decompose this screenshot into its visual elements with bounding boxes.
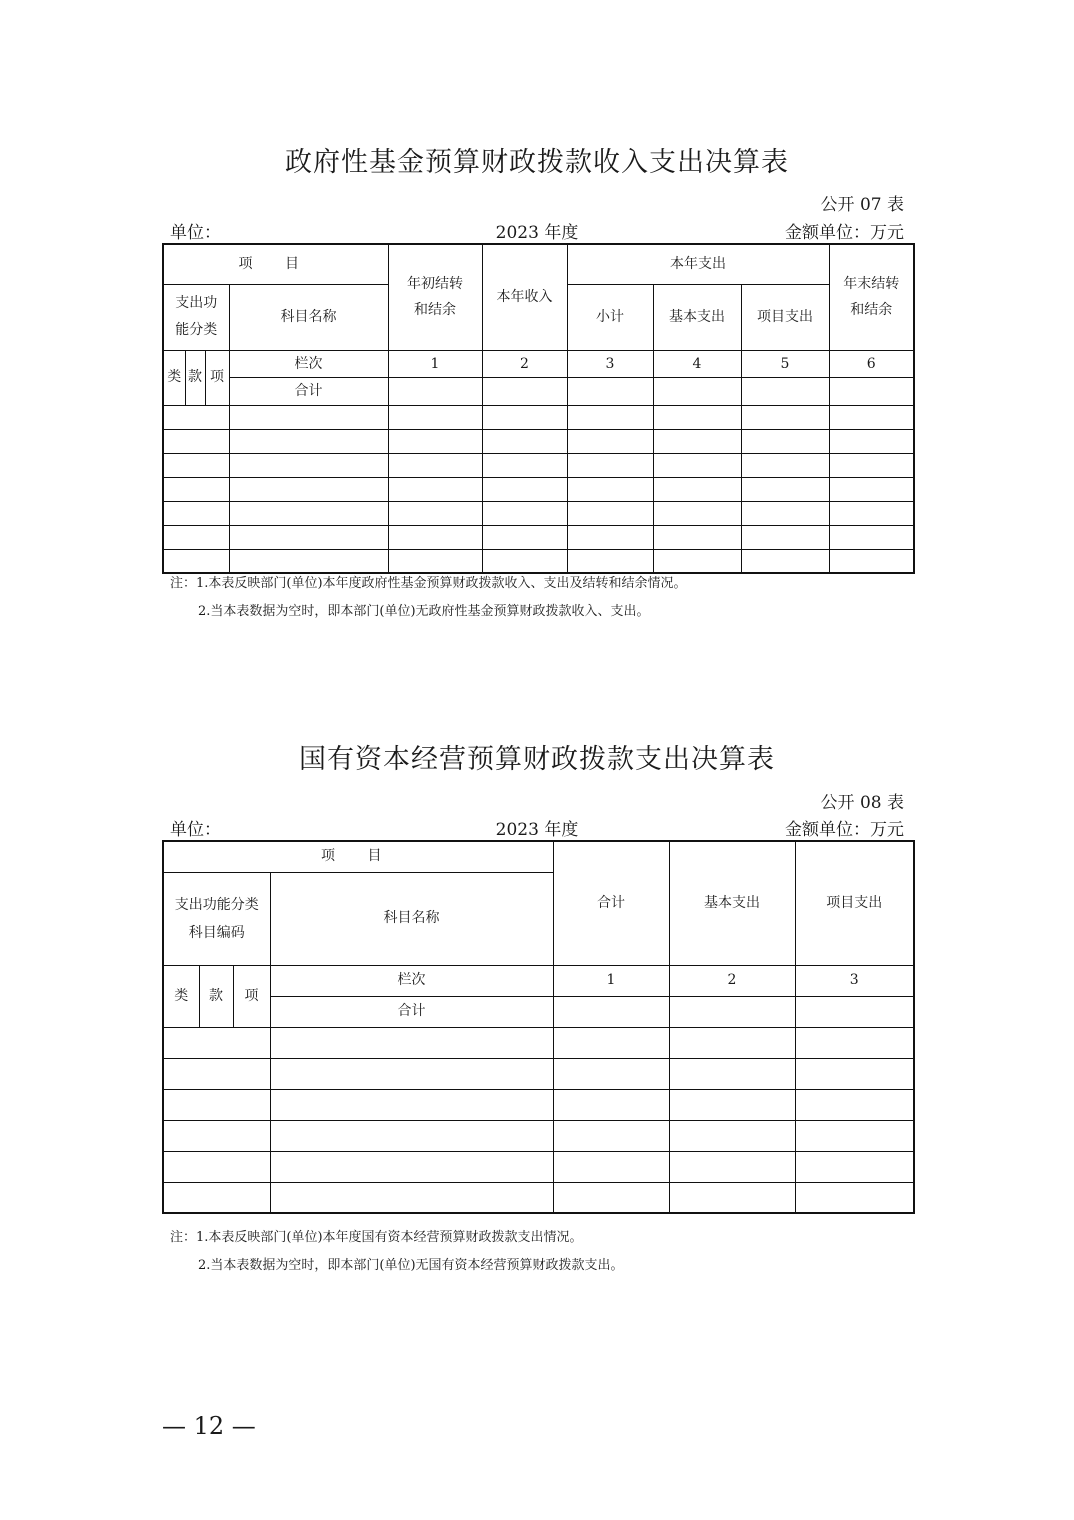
t1-cell	[482, 378, 567, 406]
table-row	[163, 429, 914, 453]
t1-cell	[829, 378, 914, 406]
t2-header-subject-name: 科目名称	[270, 872, 553, 965]
t1-lei: 类	[163, 350, 185, 405]
table2-unit-label: 单位：	[170, 820, 221, 840]
table-row	[163, 477, 914, 501]
table2-grid	[162, 840, 915, 1214]
t1-col-number: 4	[653, 350, 741, 378]
t1-total: 合计	[229, 378, 388, 406]
t1-cell	[653, 378, 741, 406]
t1-header-expense: 本年支出	[567, 244, 829, 284]
t1-header-closing: 年末结转和结余	[829, 244, 914, 350]
t1-col-number: 1	[388, 350, 482, 378]
t1-cell	[388, 378, 482, 406]
t1-header-subtotal: 小计	[567, 284, 653, 350]
t1-header-basic: 基本支出	[653, 284, 741, 350]
table1-code: 公开 07 表	[820, 195, 904, 215]
t1-header-subject-name: 科目名称	[229, 284, 388, 350]
table2-note-2: 2.当本表数据为空时，即本部门(单位)无国有资本经营预算财政拨款支出。	[198, 1258, 624, 1273]
table-row	[163, 1089, 914, 1120]
table2-note-1: 注：1.本表反映部门(单位)本年度国有资本经营预算财政拨款支出情况。	[170, 1230, 583, 1245]
page-number: — 12 —	[162, 1412, 256, 1440]
table1-note-2: 2.当本表数据为空时，即本部门(单位)无政府性基金预算财政拨款收入、支出。	[198, 604, 650, 619]
t2-lei: 类	[163, 965, 199, 1027]
table1-grid	[162, 243, 915, 574]
t2-header-item: 项 目	[163, 841, 553, 872]
table-row	[163, 525, 914, 549]
t2-col-number: 3	[795, 965, 914, 996]
table-row	[163, 501, 914, 525]
t1-cell	[741, 378, 829, 406]
t2-header-func-class: 支出功能分类科目编码	[163, 872, 270, 965]
t2-header-basic: 基本支出	[669, 841, 795, 965]
t2-lanci: 栏次	[270, 965, 553, 996]
t2-xiang: 项	[233, 965, 270, 1027]
t2-kuan: 款	[199, 965, 233, 1027]
t2-col-number: 1	[553, 965, 669, 996]
table2-amount-unit: 金额单位：万元	[785, 820, 904, 840]
t2-header-project: 项目支出	[795, 841, 914, 965]
table-row	[163, 1151, 914, 1182]
t1-cell	[567, 378, 653, 406]
table-row	[163, 1120, 914, 1151]
table1-note-1: 注：1.本表反映部门(单位)本年度政府性基金预算财政拨款收入、支出及结转和结余情况。	[170, 576, 687, 591]
t1-header-item: 项 目	[163, 244, 388, 284]
t2-col-number: 2	[669, 965, 795, 996]
t2-cell	[795, 996, 914, 1027]
table1-year: 2023 年度	[495, 223, 579, 243]
t1-col-number: 2	[482, 350, 567, 378]
t1-header-income: 本年收入	[482, 244, 567, 350]
table-row	[163, 1027, 914, 1058]
t1-header-project: 项目支出	[741, 284, 829, 350]
table-row	[163, 1058, 914, 1089]
table2-title: 国有资本经营预算财政拨款支出决算表	[299, 744, 775, 775]
t1-lanci: 栏次	[229, 350, 388, 378]
t2-cell	[669, 996, 795, 1027]
table1-amount-unit: 金额单位：万元	[785, 223, 904, 243]
t2-total: 合计	[270, 996, 553, 1027]
t1-col-number: 6	[829, 350, 914, 378]
t1-header-func-class: 支出功能分类	[163, 284, 229, 350]
t2-header-total-col: 合计	[553, 841, 669, 965]
t1-col-number: 3	[567, 350, 653, 378]
table-row	[163, 453, 914, 477]
t2-cell	[553, 996, 669, 1027]
table2-year: 2023 年度	[495, 820, 579, 840]
table-row	[163, 405, 914, 429]
table-row	[163, 1182, 914, 1213]
t1-header-opening: 年初结转和结余	[388, 244, 482, 350]
t1-col-number: 5	[741, 350, 829, 378]
t1-kuan: 款	[185, 350, 205, 405]
table1-unit-label: 单位：	[170, 223, 221, 243]
table1-title: 政府性基金预算财政拨款收入支出决算表	[285, 147, 789, 178]
table-row	[163, 549, 914, 573]
t1-xiang: 项	[205, 350, 229, 405]
table2-code: 公开 08 表	[820, 793, 904, 813]
